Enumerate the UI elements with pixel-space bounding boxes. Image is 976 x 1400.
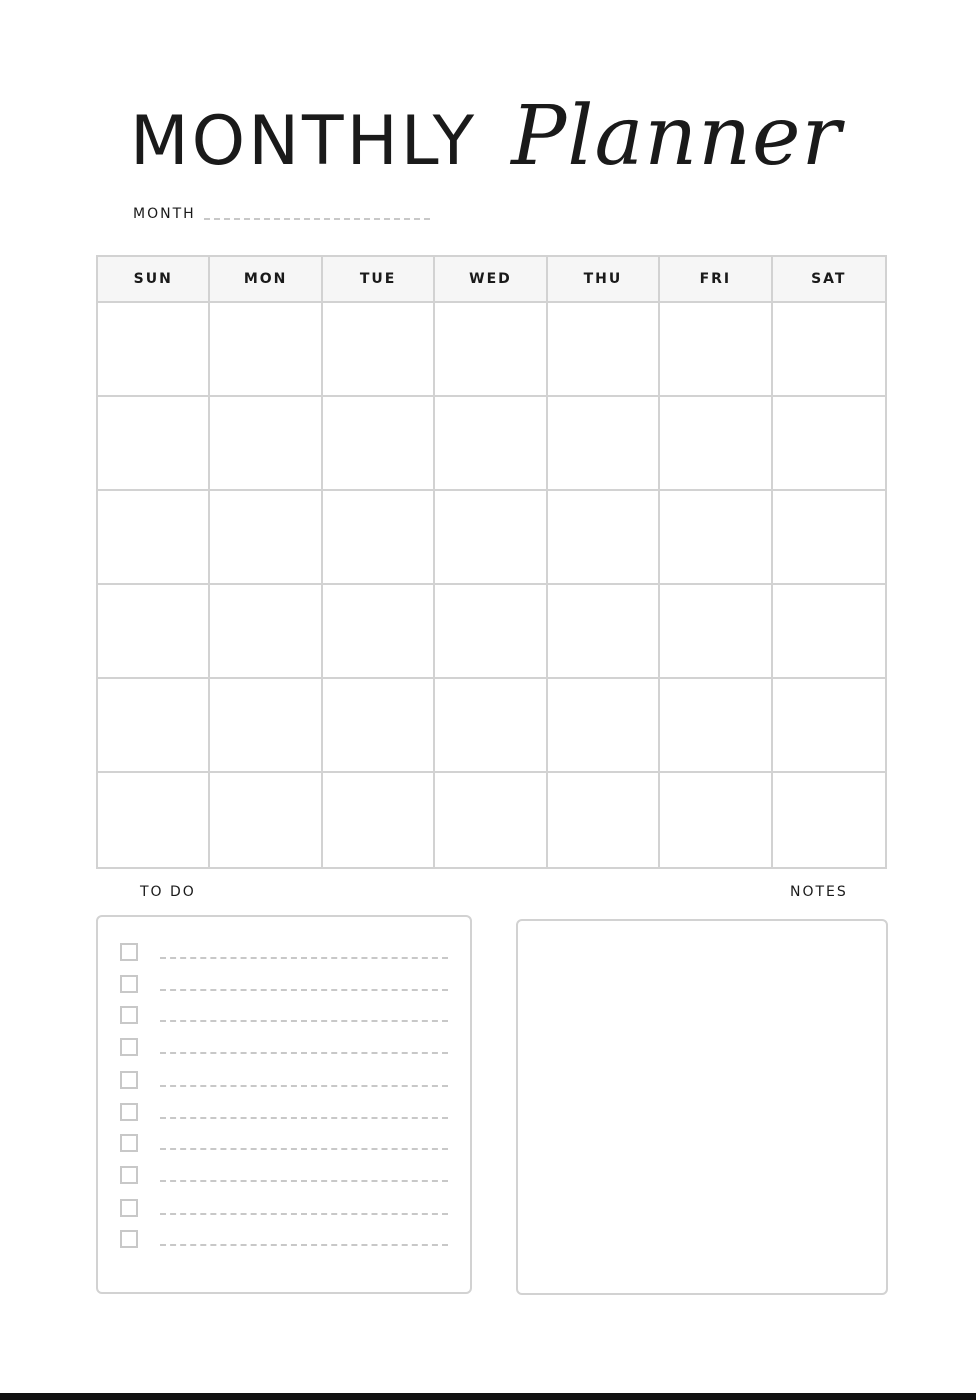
todo-checkbox[interactable] [120,1230,138,1248]
todo-item [120,943,450,963]
todo-item [120,1071,450,1091]
todo-item [120,1134,450,1154]
todo-input-line[interactable] [160,1085,448,1087]
notes-box[interactable] [516,919,888,1295]
day-cell[interactable] [210,397,322,491]
day-cell[interactable] [773,773,885,867]
day-cell[interactable] [660,773,772,867]
todo-input-line[interactable] [160,1052,448,1054]
day-cell[interactable] [98,491,210,585]
day-cell[interactable] [548,491,660,585]
todo-item [120,1038,450,1058]
day-cell[interactable] [210,773,322,867]
day-cell[interactable] [660,303,772,397]
calendar-grid [96,255,887,869]
day-cell[interactable] [435,679,547,773]
day-header-wed: WED [435,257,547,303]
day-cell[interactable] [548,397,660,491]
todo-input-line[interactable] [160,1244,448,1246]
month-input-line[interactable] [204,218,430,220]
day-cell[interactable] [773,679,885,773]
day-cell[interactable] [435,491,547,585]
day-cell[interactable] [210,585,322,679]
day-cell[interactable] [323,585,435,679]
day-cell[interactable] [548,585,660,679]
notes-label: NOTES [790,884,848,900]
todo-item [120,1199,450,1219]
todo-label: TO DO [140,884,196,900]
day-cell[interactable] [773,491,885,585]
day-cell[interactable] [323,491,435,585]
day-cell[interactable] [98,585,210,679]
title-script: Planner [511,89,842,184]
day-cell[interactable] [435,303,547,397]
month-row [133,206,430,222]
day-cell[interactable] [773,585,885,679]
day-header-sat: SAT [773,257,885,303]
day-cell[interactable] [660,491,772,585]
month-label: MONTH [133,206,196,222]
day-cell[interactable] [435,773,547,867]
day-cell[interactable] [323,303,435,397]
todo-input-line[interactable] [160,1213,448,1215]
todo-input-line[interactable] [160,1020,448,1022]
day-cell[interactable] [435,585,547,679]
todo-checkbox[interactable] [120,1134,138,1152]
day-cell[interactable] [660,397,772,491]
day-header-thu: THU [548,257,660,303]
todo-input-line[interactable] [160,1180,448,1182]
todo-checkbox[interactable] [120,1071,138,1089]
day-cell[interactable] [210,491,322,585]
todo-checkbox[interactable] [120,1166,138,1184]
day-cell[interactable] [98,679,210,773]
todo-input-line[interactable] [160,1117,448,1119]
todo-input-line[interactable] [160,989,448,991]
day-cell[interactable] [323,397,435,491]
todo-item [120,975,450,995]
todo-checkbox[interactable] [120,1038,138,1056]
day-header-sun: SUN [98,257,210,303]
day-cell[interactable] [210,679,322,773]
todo-item [120,1006,450,1026]
day-cell[interactable] [773,303,885,397]
day-cell[interactable] [548,773,660,867]
day-cell[interactable] [548,679,660,773]
page-title [130,89,890,186]
day-cell[interactable] [323,679,435,773]
todo-checkbox[interactable] [120,1006,138,1024]
day-cell[interactable] [98,773,210,867]
day-cell[interactable] [660,585,772,679]
day-cell[interactable] [773,397,885,491]
todo-checkbox[interactable] [120,975,138,993]
todo-item [120,1230,450,1250]
day-cell[interactable] [548,303,660,397]
todo-checkbox[interactable] [120,1199,138,1217]
day-header-fri: FRI [660,257,772,303]
todo-checkbox[interactable] [120,1103,138,1121]
title-main: MONTHLY [130,102,478,181]
todo-item [120,1103,450,1123]
day-cell[interactable] [98,397,210,491]
bottom-bar [0,1393,976,1400]
todo-checkbox[interactable] [120,943,138,961]
todo-input-line[interactable] [160,957,448,959]
todo-list-box [96,915,472,1294]
day-cell[interactable] [210,303,322,397]
day-header-tue: TUE [323,257,435,303]
day-cell[interactable] [98,303,210,397]
day-cell[interactable] [323,773,435,867]
day-header-mon: MON [210,257,322,303]
todo-input-line[interactable] [160,1148,448,1150]
day-cell[interactable] [660,679,772,773]
day-cell[interactable] [435,397,547,491]
todo-item [120,1166,450,1186]
